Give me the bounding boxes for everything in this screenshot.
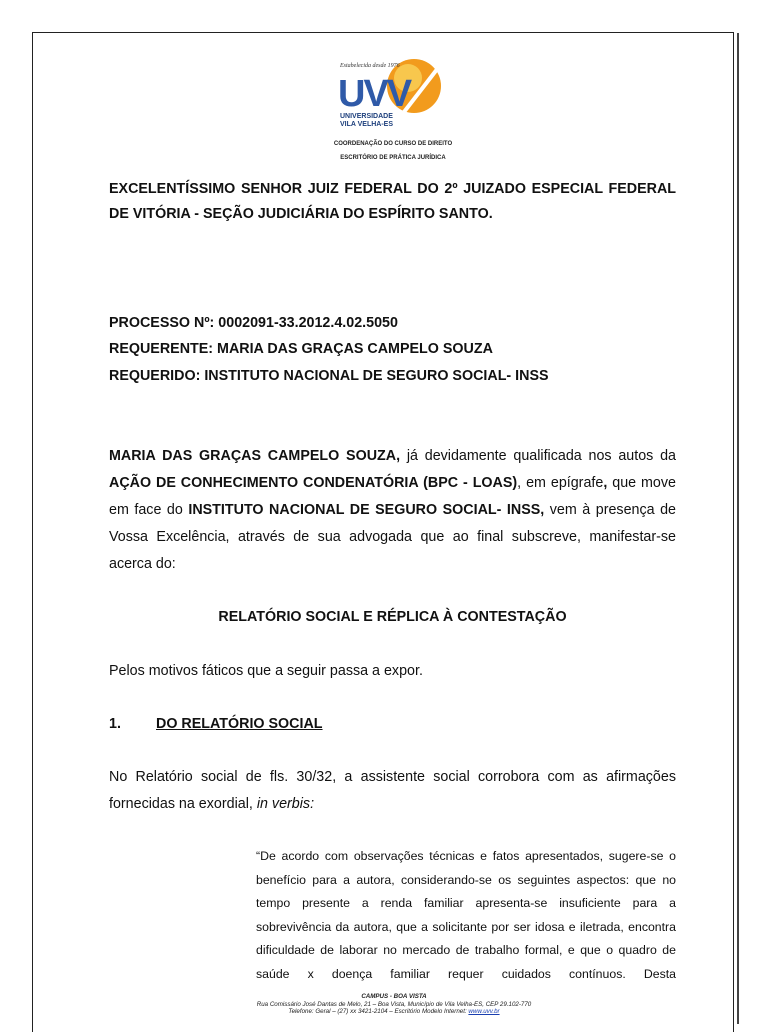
logo-name-line1: UNIVERSIDADE: [340, 113, 393, 120]
footer-address: Rua Comissário José Dantas de Melo, 21 – Boa Vista, Município de Vila Velha-ES, CEP 29.102-770: [256, 1000, 532, 1008]
intro-comma: ,: [603, 475, 608, 491]
requerente: REQUERENTE: MARIA DAS GRAÇAS CAMPELO SOUZA: [109, 341, 493, 357]
letterhead-line2: ESCRITÓRIO DE PRÁTICA JURÍDICA: [340, 155, 446, 161]
action-name: AÇÃO DE CONHECIMENTO CONDENATÓRIA (BPC - LOAS): [109, 475, 518, 491]
footer-phone: Telefone: Geral – (27) xx 3421-2104 – Escritório Modelo Internet:: [288, 1008, 469, 1016]
section-1-title: DO RELATÓRIO SOCIAL: [156, 716, 323, 732]
logo-script-text: Estabelecida desde 1976: [340, 63, 400, 69]
logo-name-line2: VILA VELHA-ES: [340, 121, 394, 128]
intro-text-3: que move em face do: [109, 475, 676, 518]
letterhead-line1: COORDENAÇÃO DO CURSO DE DIREITO: [333, 141, 453, 147]
requerido: REQUERIDO: INSTITUTO NACIONAL DE SEGURO SOCIAL- INSS: [109, 368, 549, 384]
intro-text-4: vem à presença de Vossa Excelência, através de sua advogada que ao final subscreve, manifestar-se acerca do:: [109, 502, 676, 572]
addressee-heading: EXCELENTÍSSIMO SENHOR JUIZ FEDERAL DO 2º JUIZADO ESPECIAL FEDERAL DE VITÓRIA - SEÇÃO JUDICIÁRIA DO ESPÍRITO SANTO.: [109, 181, 676, 222]
intro-text-2: , em epígrafe: [517, 475, 604, 491]
footer: [150, 993, 638, 1016]
party-name: MARIA DAS GRAÇAS CAMPELO SOUZA,: [109, 448, 401, 464]
report-text: No Relatório social de fls. 30/32, a assistente social corrobora com as afirmações fornecidas na exordial,: [109, 769, 676, 812]
document-title: RELATÓRIO SOCIAL E RÉPLICA À CONTESTAÇÃO: [218, 609, 567, 625]
intro-text-1: já devidamente qualificada nos autos da: [400, 448, 676, 464]
footer-website-link[interactable]: www.uvv.br: [468, 1008, 500, 1016]
uvv-logo: [338, 56, 452, 136]
footer-contact: [150, 1008, 638, 1016]
report-italic: in verbis:: [256, 796, 315, 812]
motives-paragraph: Pelos motivos fáticos que a seguir passa a expor.: [109, 663, 423, 679]
section-1-number: 1.: [109, 716, 121, 732]
report-paragraph: [109, 764, 676, 818]
block-quote: “De acordo com observações técnicas e fatos apresentados, sugere-se o benefício para a autora, considerando-se os seguintes aspectos: que no tempo presente a renda familiar apresenta-se insuficiente para a sobrevivência da autora, que a solicitante por ser idosa e iletrada, encontra dificuldade de laborar no mercado de trabalho formal, e que o quadro de saúde x doença familiar requer cuidados contínuos. Desta: [256, 849, 676, 981]
intro-paragraph: [109, 443, 676, 578]
processo-number: PROCESSO Nº: 0002091-33.2012.4.02.5050: [109, 315, 398, 331]
footer-campus: CAMPUS - BOA VISTA: [361, 993, 427, 1000]
page-edge-shadow: [737, 33, 739, 1024]
logo-letters: UVV: [338, 73, 411, 115]
defendant-name: INSTITUTO NACIONAL DE SEGURO SOCIAL- INSS,: [188, 502, 545, 518]
